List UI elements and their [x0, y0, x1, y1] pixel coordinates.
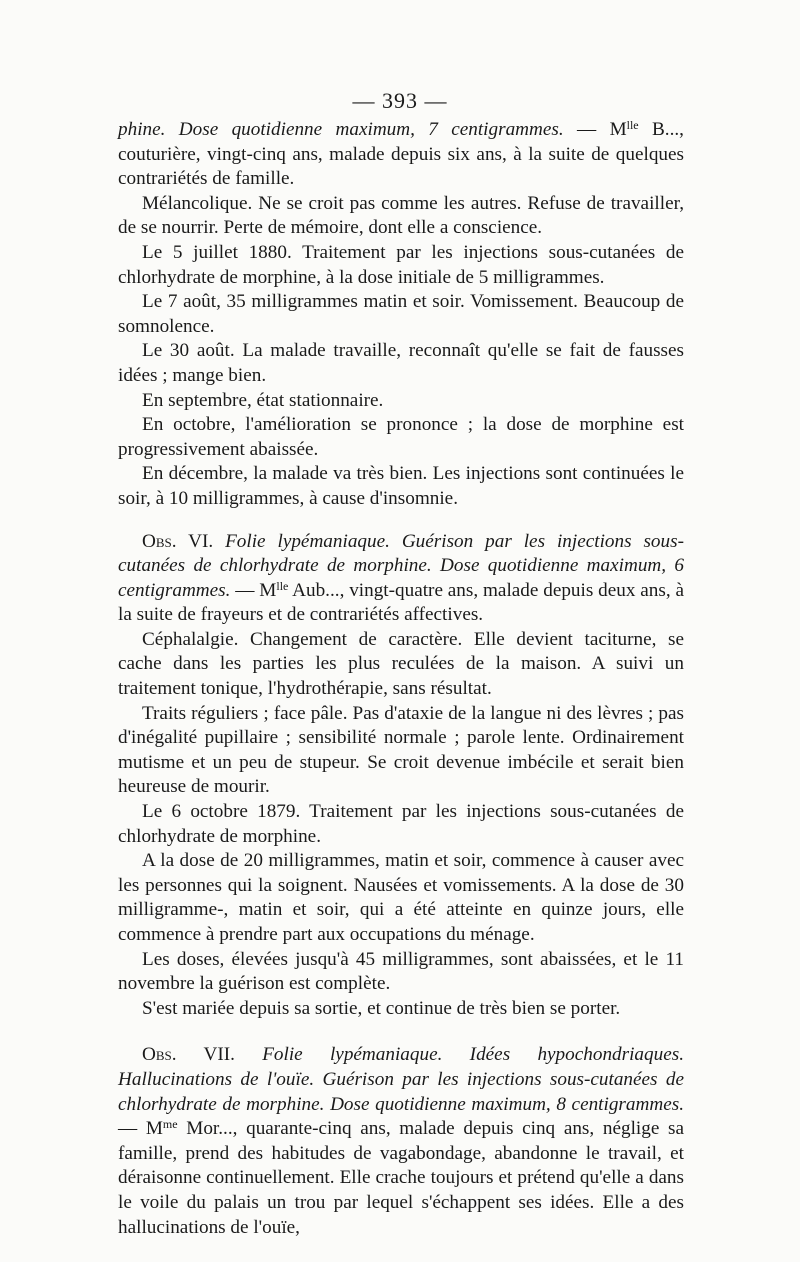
page-number: — 393 — [352, 88, 448, 113]
obs7-dash: — M [118, 1118, 163, 1140]
paragraph: En décembre, la malade va très bien. Les injections sont continuées le soir, à 10 milligrammes, à cause d'insomnie. [118, 463, 684, 509]
paragraph: Le 30 août. La malade travaille, reconnaît qu'elle se fait de fausses idées ; mange bien. [118, 340, 684, 386]
paragraph: Céphalalgie. Changement de caractère. Elle devient taciturne, se cache dans les parties les plus reculées de la maison. A suivi un traitement tonique, l'hydrothérapie, sans résultat. [118, 628, 684, 700]
obs7-heading-paragraph [118, 1043, 684, 1240]
paragraph: Le 6 octobre 1879. Traitement par les injections sous-cutanées de chlorhydrate de morphine. [118, 801, 684, 847]
obs7-intro-text: Mor..., quarante-cinq ans, malade depuis cinq ans, néglige sa famille, prend des habitudes de vagabondage, abandonne le travail, et déraisonne continuellement. Elle crache toujours et prétend qu'elle a dans le voile du palais un trou par lequel s'échappent ses idées. Elle a des hallucinations de l'ouïe, [118, 1118, 684, 1238]
obs5-continuation [118, 118, 684, 192]
obs5-dash: — M [563, 119, 627, 140]
obs6-label: Obs. VI. [142, 530, 214, 552]
paragraph: En octobre, l'amélioration se prononce ; la dose de morphine est progressivement abaissée. [118, 414, 684, 460]
obs6-dash: — M [230, 579, 277, 601]
obs6-honorific: lle [276, 578, 289, 593]
paragraph: S'est mariée depuis sa sortie, et continue de très bien se porter. [142, 997, 621, 1019]
section-spacer [118, 512, 684, 530]
obs7-honorific: me [162, 1117, 178, 1132]
page-body [118, 118, 684, 1240]
paragraph: Les doses, élevées jusqu'à 45 milligrammes, sont abaissées, et le 11 novembre la guérison est complète. [118, 948, 684, 995]
obs6-title: Folie lypémaniaque. Guérison par les injections sous-cutanées de chlorhydrate de morphine. Dose quotidienne maximum, 6 centigrammes. [118, 530, 684, 601]
paragraph: En septembre, état stationnaire. [142, 389, 384, 411]
paragraph: Le 7 août, 35 milligrammes matin et soir. Vomissement. Beaucoup de somnolence. [118, 291, 684, 337]
paragraph: Traits réguliers ; face pâle. Pas d'ataxie de la langue ni des lèvres ; pas d'inégalité pupillaire ; sensibilité normale ; parole lente. Ordinairement mutisme et un peu de stupeur. Se croit devenue imbécile et serait bien heureuse de mourir. [118, 702, 684, 798]
obs5-intro-text: B..., couturière, vingt-cinq ans, malade depuis six ans, à la suite de quelques contrariétés de famille. [118, 119, 684, 190]
paragraph: Le 5 juillet 1880. Traitement par les injections sous-cutanées de chlorhydrate de morphine, à la dose initiale de 5 milligrammes. [118, 241, 684, 288]
obs7-title: Folie lypémaniaque. Idées hypochondriaques. Hallucinations de l'ouïe. Guérison par les injections sous-cutanées de chlorhydrate de morphine. Dose quotidienne maximum, 8 centigrammes. [118, 1044, 684, 1115]
obs6-intro-text: Aub..., vingt-quatre ans, malade depuis deux ans, à la suite de frayeurs et de contrariétés affectives. [118, 579, 684, 626]
obs5-honorific: lle [626, 118, 639, 132]
obs7-label: Obs. VII. [142, 1044, 235, 1066]
obs5-title-tail: phine. Dose quotidienne maximum, 7 centigrammes. [118, 119, 564, 140]
paragraph: A la dose de 20 milligrammes, matin et soir, commence à causer avec les personnes qui la soignent. Nausées et vomissements. A la dose de 30 milligramme-, matin et soir, qui a été atteinte en quinze jours, elle commence à prendre part aux occupations du ménage. [118, 850, 684, 945]
obs6-heading-paragraph [118, 530, 684, 628]
section-spacer [118, 1021, 684, 1043]
paragraph: Mélancolique. Ne se croit pas comme les autres. Refuse de travailler, de se nourrir. Perte de mémoire, dont elle a conscience. [118, 192, 684, 239]
